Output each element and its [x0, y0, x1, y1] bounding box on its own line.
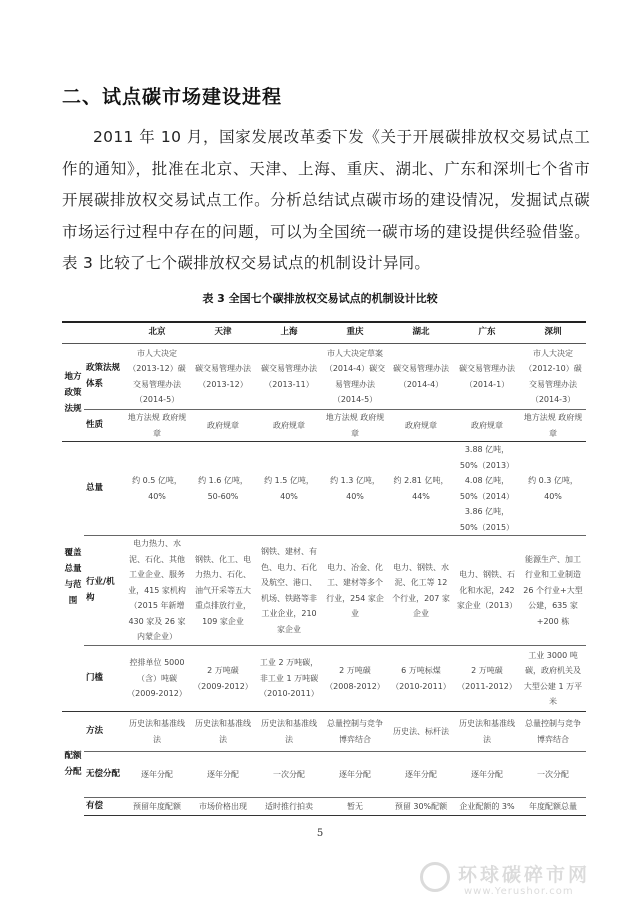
page-number: 5	[316, 828, 324, 839]
watermark-url: www.Yerushor.com	[464, 886, 574, 897]
table-cell: 碳交易管理办法（2014-1）	[459, 364, 515, 389]
table-row	[62, 344, 586, 410]
table-row	[62, 410, 586, 442]
comparison-table	[62, 321, 586, 816]
table-cell: 能源生产、加工行业和工业制造 26 个行业+大型公建，635 家+200 栋	[520, 536, 586, 646]
group-label: 覆盖总量与范围	[62, 442, 84, 712]
table-cell: 历史法和基准线法	[124, 712, 190, 752]
table-cell: 地方法规 政府规章	[124, 410, 190, 442]
table-cell: 约 1.6 亿吨，50-60%	[190, 442, 256, 536]
table-cell: 一次分配	[520, 752, 586, 798]
table-cell: 控排单位 5000（含）吨碳（2009-2012）	[124, 646, 190, 712]
table-cell: 暂无	[322, 798, 388, 816]
row-label: 门槛	[84, 646, 124, 712]
table-cell: 逐年分配	[322, 752, 388, 798]
table-cell: 约 0.5 亿吨，40%	[124, 442, 190, 536]
body-paragraph: 2011 年 10 月，国家发展改革委下发《关于开展碳排放权交易试点工作的通知》，批准在北京、天津、上海、重庆、湖北、广东和深圳七个省市开展碳排放权交易试点工作。分析总结试点碳市场的建设情况，发掘试点碳市场运行过程中存在的问题，可以为全国统一碳市场的建设提供经验借鉴。表 3 比较了七个碳排放权交易试点的机制设计异同。	[62, 128, 590, 272]
table-cell: 碳交易管理办法（2013-12）	[195, 364, 251, 389]
table-cell: 约 0.3 亿吨，40%	[520, 442, 586, 536]
table-cell: 市场价格出现	[190, 798, 256, 816]
table-cell: 历史法和基准线法	[454, 712, 520, 752]
table-cell: 逐年分配	[124, 752, 190, 798]
table-cell: 逐年分配	[454, 752, 520, 798]
table-cell: 总量控制与竞争博弈结合	[520, 712, 586, 752]
table-header-row	[62, 322, 586, 344]
table-row	[62, 536, 586, 646]
row-label: 方法	[84, 712, 124, 752]
table-cell: 钢铁、建材、有色、电力、石化及航空、港口、机场、铁路等非工业企业，210 家企业	[256, 536, 322, 646]
table-cell: 2 万吨碳（2011-2012）	[454, 646, 520, 712]
table-cell: 约 2.81 亿吨，44%	[388, 442, 454, 536]
table-cell: 地方法规 政府规章	[322, 410, 388, 442]
table-cell: 政府规章	[256, 410, 322, 442]
table-cell: 3.88 亿吨，50%（2013）4.08 亿吨，50%（2014）3.86 亿吨，50%（2015）	[454, 442, 520, 536]
table-cell: 市人大决定草案（2014-4）碳交易管理办法（2014-5）	[324, 348, 386, 404]
table-row	[62, 712, 586, 752]
table-cell: 地方法规 政府规章	[520, 410, 586, 442]
table-cell: 市人大决定（2012-10）碳交易管理办法（2014-3）	[524, 348, 582, 404]
table-cell: 碳交易管理办法（2013-11）	[261, 364, 317, 389]
table-row	[62, 646, 586, 712]
table-cell: 年度配额总量	[520, 798, 586, 816]
row-label: 有偿	[84, 798, 124, 816]
watermark-logo-icon	[420, 862, 450, 892]
table-cell: 约 1.5 亿吨，40%	[256, 442, 322, 536]
table-cell: 约 1.3 亿吨，40%	[322, 442, 388, 536]
table-cell: 逐年分配	[190, 752, 256, 798]
row-label: 无偿分配	[84, 752, 124, 798]
col-header: 深圳	[520, 322, 586, 344]
table-cell: 电力热力、水泥、石化、其他工业企业、服务业，415 家机构（2015 年新增 430 家及 26 家内蒙企业）	[124, 536, 190, 646]
table-cell: 2 万吨碳（2009-2012）	[190, 646, 256, 712]
table-cell: 6 万吨标煤（2010-2011）	[388, 646, 454, 712]
col-header: 湖北	[388, 322, 454, 344]
table-cell: 适时推行拍卖	[256, 798, 322, 816]
table-cell: 预留 30%配额	[388, 798, 454, 816]
table-cell: 2 万吨碳（2008-2012）	[322, 646, 388, 712]
section-heading: 二、试点碳市场建设进程	[62, 86, 283, 108]
table-cell: 政府规章	[388, 410, 454, 442]
table-cell: 工业 2 万吨碳，非工业 1 万吨碳（2010-2011）	[256, 646, 322, 712]
table-cell: 钢铁、化工、电力热力、石化、油气开采等五大重点排放行业，109 家企业	[190, 536, 256, 646]
row-label: 总量	[84, 442, 124, 536]
table-row	[62, 442, 586, 536]
table-row	[62, 752, 586, 798]
table-cell: 预留年度配额	[124, 798, 190, 816]
watermark	[420, 860, 635, 902]
table-cell: 电力、钢铁、水泥、化工等 12 个行业，207 家企业	[388, 536, 454, 646]
table-caption: 表 3 全国七个碳排放权交易试点的机制设计比较	[202, 292, 438, 305]
table-cell: 历史法、标杆法	[388, 712, 454, 752]
col-header: 广东	[454, 322, 520, 344]
col-header: 北京	[124, 322, 190, 344]
group-label: 地方政策法规	[64, 371, 82, 414]
table-cell: 政府规章	[190, 410, 256, 442]
table-cell: 工业 3000 吨碳，政府机关及大型公建 1 万平米	[520, 646, 586, 712]
col-header: 天津	[190, 322, 256, 344]
col-header: 上海	[256, 322, 322, 344]
row-label: 行业/机构	[84, 536, 124, 646]
table-cell: 逐年分配	[388, 752, 454, 798]
group-label: 配额分配	[62, 712, 84, 816]
table-cell: 企业配额的 3%	[454, 798, 520, 816]
table-cell: 碳交易管理办法（2014-4）	[393, 364, 449, 389]
col-header: 重庆	[322, 322, 388, 344]
table-cell: 历史法和基准线法	[190, 712, 256, 752]
table-cell: 电力、冶金、化工、建材等多个行业，254 家企业	[322, 536, 388, 646]
table-cell: 总量控制与竞争博弈结合	[322, 712, 388, 752]
table-row	[62, 798, 586, 816]
table-cell: 历史法和基准线法	[256, 712, 322, 752]
table-cell: 市人大决定（2013-12）碳交易管理办法（2014-5）	[128, 348, 186, 404]
row-label: 政策法规体系	[86, 363, 121, 389]
table-cell: 政府规章	[454, 410, 520, 442]
table-cell: 一次分配	[256, 752, 322, 798]
watermark-name: 环球碳碎市网	[458, 864, 591, 886]
table-cell: 电力、钢铁、石化和水泥，242 家企业（2013）	[454, 536, 520, 646]
row-label: 性质	[84, 410, 124, 442]
